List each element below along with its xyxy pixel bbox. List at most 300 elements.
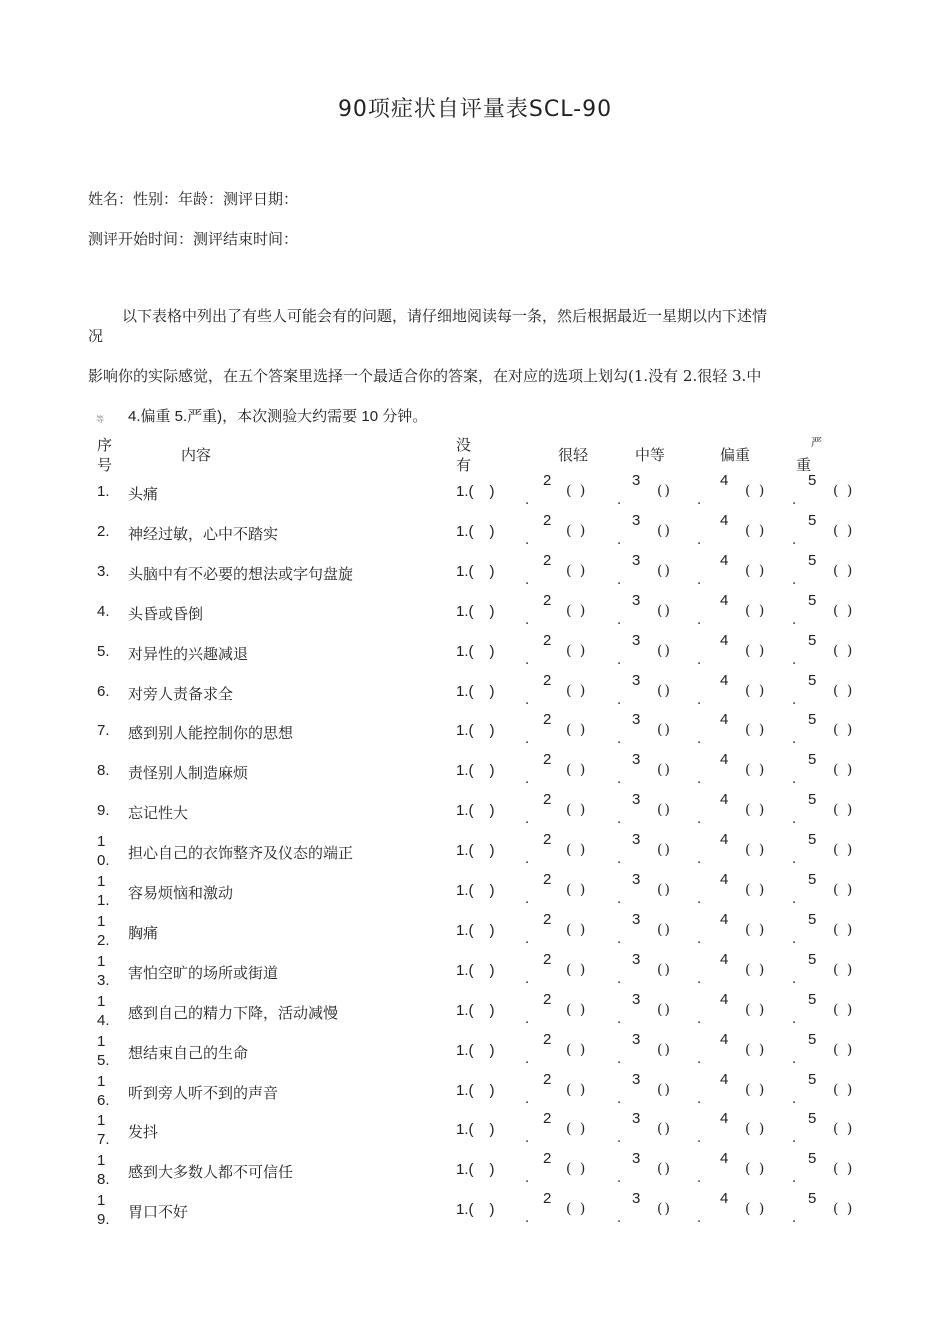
option-severe-checkbox[interactable]: ( ) (833, 921, 855, 938)
row-content: 想结束自己的生命 (128, 1043, 249, 1062)
option-fairly-checkbox[interactable]: ( ) (745, 762, 767, 779)
option-none-label: 1.( (456, 1121, 474, 1139)
option-severe-dot: . (792, 812, 797, 828)
option-none-close: ) (489, 762, 495, 780)
option-fairly-checkbox[interactable]: ( ) (745, 722, 767, 739)
option-fairly-dot: . (697, 1171, 702, 1187)
option-moderate-checkbox[interactable]: () (657, 1041, 672, 1058)
option-mild-dot: . (525, 1051, 530, 1067)
option-severe-dot: . (792, 1131, 797, 1147)
option-mild-number: 2 (543, 910, 552, 928)
row-content: 头脑中有不必要的想法或字句盘旋 (128, 564, 354, 583)
option-fairly-checkbox[interactable]: ( ) (745, 602, 767, 619)
option-fairly-number: 4 (720, 871, 729, 888)
option-none-close: ) (489, 682, 495, 700)
option-moderate-checkbox[interactable]: () (657, 602, 672, 619)
option-moderate-checkbox[interactable]: () (657, 1081, 672, 1098)
option-mild-number: 2 (543, 1150, 552, 1168)
option-none-close: ) (489, 1161, 495, 1179)
option-mild-checkbox[interactable]: ( ) (566, 642, 588, 659)
option-none[interactable] (456, 563, 495, 580)
option-none[interactable] (456, 683, 495, 700)
option-fairly-number: 4 (720, 831, 729, 849)
option-fairly-dot: . (697, 892, 702, 907)
option-fairly-checkbox[interactable]: ( ) (745, 1121, 767, 1138)
option-none-close: ) (489, 642, 495, 660)
option-moderate-number: 3 (632, 950, 641, 968)
header-severe-top: 严 (811, 436, 822, 449)
option-fairly-dot: . (697, 852, 702, 868)
option-severe-number: 5 (808, 791, 817, 809)
option-moderate-number: 3 (632, 711, 641, 729)
instructions-line-2: 影响你的实际感觉，在五个答案里选择一个最适合你的答案，在对应的选项上划勾(1.没有 2.很轻 3.中 (88, 367, 762, 385)
option-none[interactable] (456, 722, 495, 739)
option-none[interactable] (456, 842, 495, 859)
option-fairly-checkbox[interactable]: ( ) (745, 682, 767, 699)
option-moderate-dot: . (617, 493, 622, 508)
option-none-label: 1.( (456, 483, 474, 500)
option-fairly-checkbox[interactable]: ( ) (745, 1081, 767, 1098)
option-moderate-dot: . (617, 931, 622, 947)
option-moderate-number: 3 (632, 472, 641, 489)
option-fairly-dot: . (697, 532, 702, 548)
option-mild-number: 2 (543, 551, 552, 569)
option-severe-number: 5 (808, 551, 817, 569)
option-moderate-number: 3 (632, 871, 641, 888)
row-number-wrap: 9. (97, 1211, 110, 1229)
option-mild-checkbox[interactable]: ( ) (566, 1001, 588, 1018)
option-severe-dot: . (792, 692, 797, 708)
option-severe-dot: . (792, 931, 797, 947)
instructions-marker: 等 (96, 415, 104, 424)
option-none-close: ) (489, 921, 495, 939)
option-mild-number: 2 (543, 751, 552, 769)
option-moderate-number: 3 (632, 591, 641, 609)
option-moderate-dot: . (617, 532, 622, 548)
option-mild-number: 2 (543, 631, 552, 649)
option-moderate-checkbox[interactable]: () (657, 682, 672, 699)
option-moderate-checkbox[interactable]: () (657, 642, 672, 659)
option-fairly-number: 4 (720, 591, 729, 609)
row-content: 感到别人能控制你的思想 (128, 724, 294, 743)
row-number: 1 (97, 833, 106, 851)
option-severe-number: 5 (808, 631, 817, 649)
row-number: 4. (97, 602, 110, 620)
option-mild-checkbox[interactable]: ( ) (566, 921, 588, 938)
option-fairly-checkbox[interactable]: ( ) (745, 1041, 767, 1058)
option-mild-checkbox[interactable]: ( ) (566, 1041, 588, 1058)
option-moderate-number: 3 (632, 1030, 641, 1048)
header-content: 内容 (181, 446, 212, 464)
header-none-bottom: 有 (456, 456, 472, 474)
row-number-wrap: 5. (97, 1051, 110, 1069)
option-severe-checkbox[interactable]: ( ) (833, 1081, 855, 1098)
option-fairly-number: 4 (720, 511, 729, 529)
row-content: 容易烦恼和激动 (128, 884, 234, 902)
row-number: 1 (97, 912, 106, 930)
option-severe-number: 5 (808, 831, 817, 849)
option-moderate-number: 3 (632, 631, 641, 649)
option-moderate-dot: . (617, 652, 622, 668)
option-mild-checkbox[interactable]: ( ) (566, 522, 588, 539)
option-severe-number: 5 (808, 871, 817, 888)
option-mild-dot: . (525, 1211, 530, 1227)
option-fairly-dot: . (697, 493, 702, 508)
option-moderate-dot: . (617, 852, 622, 868)
instructions-line-1: 以下表格中列出了有些人可能会有的问题，请仔细地阅读每一条，然后根据最近一星期以内下述情 (122, 307, 768, 325)
option-moderate-checkbox[interactable]: () (657, 562, 672, 579)
option-severe-checkbox[interactable]: ( ) (833, 522, 855, 539)
option-none-label: 1.( (456, 802, 474, 820)
row-content: 感到大多数人都不可信任 (128, 1163, 294, 1182)
option-mild-number: 2 (543, 831, 552, 849)
option-fairly-dot: . (697, 652, 702, 668)
instructions-line-3: 4.偏重 5.严重)，本次测验大约需要 10 分钟。 (128, 408, 428, 425)
option-mild-checkbox[interactable]: ( ) (566, 602, 588, 619)
option-mild-number: 2 (543, 871, 552, 888)
option-severe-number: 5 (808, 472, 817, 489)
option-fairly-number: 4 (720, 950, 729, 968)
option-moderate-dot: . (617, 812, 622, 828)
option-severe-dot: . (792, 532, 797, 548)
option-none[interactable] (456, 643, 495, 660)
option-mild-dot: . (525, 892, 530, 907)
option-mild-dot: . (525, 493, 530, 508)
option-moderate-checkbox[interactable]: () (657, 961, 672, 978)
row-number: 1 (97, 1072, 106, 1090)
option-moderate-checkbox[interactable]: () (657, 1001, 672, 1018)
option-none-close: ) (489, 562, 495, 580)
header-fairly: 偏重 (720, 446, 751, 464)
option-fairly-dot: . (697, 1131, 702, 1147)
option-mild-dot: . (525, 1171, 530, 1187)
option-mild-checkbox[interactable]: ( ) (566, 842, 588, 859)
option-severe-dot: . (792, 493, 797, 508)
option-none-label: 1.( (456, 1001, 474, 1019)
option-moderate-checkbox[interactable]: () (657, 1121, 672, 1138)
option-mild-checkbox[interactable]: ( ) (566, 762, 588, 779)
row-content: 对旁人责备求全 (128, 684, 234, 703)
option-none[interactable] (456, 603, 495, 620)
option-severe-dot: . (792, 1171, 797, 1187)
option-moderate-checkbox[interactable]: () (657, 882, 672, 898)
option-moderate-dot: . (617, 732, 622, 748)
row-number: 1 (97, 1192, 106, 1210)
option-moderate-checkbox[interactable]: () (657, 722, 672, 739)
option-fairly-checkbox[interactable]: ( ) (745, 961, 767, 978)
row-content: 神经过敏，心中不踏实 (128, 524, 279, 543)
option-none-close: ) (489, 1081, 495, 1099)
option-moderate-dot: . (617, 612, 622, 628)
row-number: 9. (97, 802, 110, 820)
option-none-label: 1.( (456, 1041, 474, 1059)
option-none-label: 1.( (456, 1081, 474, 1099)
option-mild-number: 2 (543, 671, 552, 689)
option-fairly-number: 4 (720, 791, 729, 809)
row-number: 1 (97, 1032, 106, 1050)
row-number: 1 (97, 1152, 106, 1170)
option-mild-checkbox[interactable]: ( ) (566, 1081, 588, 1098)
row-content: 感到自己的精力下降，活动减慢 (128, 1003, 339, 1022)
option-severe-dot: . (792, 1051, 797, 1067)
option-mild-dot: . (525, 852, 530, 868)
option-mild-checkbox[interactable]: ( ) (566, 722, 588, 739)
row-content: 害怕空旷的场所或街道 (128, 963, 279, 982)
option-moderate-number: 3 (632, 511, 641, 529)
header-mild: 很轻 (558, 446, 589, 464)
option-severe-checkbox[interactable]: ( ) (833, 802, 855, 819)
option-fairly-checkbox[interactable]: ( ) (745, 1161, 767, 1178)
option-none-close: ) (489, 1001, 495, 1019)
option-mild-dot: . (525, 971, 530, 987)
option-mild-number: 2 (543, 791, 552, 809)
option-fairly-checkbox[interactable]: ( ) (745, 562, 767, 579)
option-severe-number: 5 (808, 711, 817, 729)
option-fairly-dot: . (697, 1011, 702, 1027)
option-moderate-checkbox[interactable]: () (657, 1201, 672, 1218)
option-severe-checkbox[interactable]: ( ) (833, 842, 855, 859)
option-fairly-number: 4 (720, 671, 729, 689)
row-number: 5. (97, 642, 110, 660)
row-number: 8. (97, 762, 110, 780)
option-fairly-number: 4 (720, 751, 729, 769)
option-moderate-dot: . (617, 971, 622, 987)
row-content: 忘记性大 (128, 804, 189, 823)
option-severe-number: 5 (808, 1190, 817, 1208)
option-mild-checkbox[interactable]: ( ) (566, 1201, 588, 1218)
option-none[interactable] (456, 523, 495, 540)
option-severe-checkbox[interactable]: ( ) (833, 602, 855, 619)
option-fairly-dot: . (697, 1211, 702, 1227)
option-none-label: 1.( (456, 682, 474, 700)
row-number-wrap: 7. (97, 1131, 110, 1149)
option-severe-checkbox[interactable]: ( ) (833, 722, 855, 739)
option-mild-checkbox[interactable]: ( ) (566, 483, 588, 499)
option-none[interactable] (456, 1161, 495, 1178)
option-severe-checkbox[interactable]: ( ) (833, 642, 855, 659)
row-number-wrap: 0. (97, 852, 110, 870)
option-none[interactable] (456, 802, 495, 819)
option-none-close: ) (489, 1121, 495, 1139)
option-moderate-number: 3 (632, 791, 641, 809)
option-severe-checkbox[interactable]: ( ) (833, 882, 855, 898)
row-number: 3. (97, 562, 110, 580)
option-fairly-checkbox[interactable]: ( ) (745, 1201, 767, 1218)
row-number: 1 (97, 873, 106, 890)
option-mild-number: 2 (543, 1110, 552, 1128)
option-fairly-number: 4 (720, 1070, 729, 1088)
option-fairly-checkbox[interactable]: ( ) (745, 921, 767, 938)
option-moderate-dot: . (617, 772, 622, 788)
option-severe-dot: . (792, 1091, 797, 1107)
option-mild-checkbox[interactable]: ( ) (566, 1121, 588, 1138)
row-content: 头痛 (128, 485, 159, 503)
option-fairly-checkbox[interactable]: ( ) (745, 483, 767, 499)
row-content: 听到旁人听不到的声音 (128, 1083, 279, 1102)
option-none[interactable] (456, 1082, 495, 1099)
option-mild-number: 2 (543, 711, 552, 729)
option-moderate-dot: . (617, 1091, 622, 1107)
option-severe-checkbox[interactable]: ( ) (833, 562, 855, 579)
row-number-wrap: 8. (97, 1171, 110, 1189)
option-moderate-number: 3 (632, 831, 641, 849)
option-fairly-dot: . (697, 1051, 702, 1067)
option-mild-dot: . (525, 1131, 530, 1147)
option-none[interactable] (456, 922, 495, 939)
option-mild-checkbox[interactable]: ( ) (566, 961, 588, 978)
option-moderate-checkbox[interactable]: () (657, 522, 672, 539)
option-fairly-dot: . (697, 772, 702, 788)
option-none-close: ) (489, 483, 495, 500)
option-mild-number: 2 (543, 511, 552, 529)
row-content: 对异性的兴趣减退 (128, 644, 249, 663)
option-moderate-dot: . (617, 1051, 622, 1067)
option-severe-checkbox[interactable]: ( ) (833, 1001, 855, 1018)
option-none[interactable] (456, 1042, 495, 1059)
row-number: 1 (97, 992, 106, 1010)
option-severe-checkbox[interactable]: ( ) (833, 1041, 855, 1058)
option-none[interactable] (456, 483, 495, 500)
option-moderate-dot: . (617, 572, 622, 588)
option-fairly-number: 4 (720, 472, 729, 489)
option-mild-dot: . (525, 1091, 530, 1107)
option-fairly-number: 4 (720, 1190, 729, 1208)
option-moderate-dot: . (617, 692, 622, 708)
info-line-respondent: 姓名：性别：年龄：测评日期： (88, 190, 299, 208)
option-severe-dot: . (792, 1011, 797, 1027)
option-fairly-dot: . (697, 572, 702, 588)
option-severe-number: 5 (808, 751, 817, 769)
option-none-label: 1.( (456, 1201, 474, 1219)
option-severe-dot: . (792, 732, 797, 748)
option-severe-checkbox[interactable]: ( ) (833, 1161, 855, 1178)
option-moderate-checkbox[interactable]: () (657, 1161, 672, 1178)
option-none[interactable] (456, 882, 495, 899)
option-none[interactable] (456, 762, 495, 779)
option-fairly-number: 4 (720, 1110, 729, 1128)
option-moderate-checkbox[interactable]: () (657, 762, 672, 779)
option-none-close: ) (489, 722, 495, 740)
info-line-times: 测评开始时间：测评结束时间： (88, 230, 299, 248)
option-severe-checkbox[interactable]: ( ) (833, 682, 855, 699)
row-number-wrap: 2. (97, 931, 110, 949)
option-mild-number: 2 (543, 1030, 552, 1048)
option-moderate-dot: . (617, 1171, 622, 1187)
row-number-wrap: 3. (97, 971, 110, 989)
option-mild-checkbox[interactable]: ( ) (566, 682, 588, 699)
option-fairly-checkbox[interactable]: ( ) (745, 1001, 767, 1018)
row-number-wrap: 1. (97, 892, 110, 909)
option-none-label: 1.( (456, 882, 474, 899)
option-mild-dot: . (525, 772, 530, 788)
option-severe-dot: . (792, 772, 797, 788)
header-moderate: 中等 (635, 446, 666, 464)
option-severe-number: 5 (808, 990, 817, 1008)
option-mild-dot: . (525, 612, 530, 628)
option-none[interactable] (456, 1201, 495, 1218)
option-moderate-number: 3 (632, 671, 641, 689)
option-mild-checkbox[interactable]: ( ) (566, 802, 588, 819)
option-fairly-checkbox[interactable]: ( ) (745, 802, 767, 819)
option-mild-checkbox[interactable]: ( ) (566, 1161, 588, 1178)
option-severe-checkbox[interactable]: ( ) (833, 961, 855, 978)
option-severe-checkbox[interactable]: ( ) (833, 1201, 855, 1218)
option-mild-dot: . (525, 652, 530, 668)
option-severe-checkbox[interactable]: ( ) (833, 762, 855, 779)
option-none-close: ) (489, 522, 495, 540)
option-none-close: ) (489, 1041, 495, 1059)
option-moderate-checkbox[interactable]: () (657, 921, 672, 938)
option-none-label: 1.( (456, 562, 474, 580)
option-severe-checkbox[interactable]: ( ) (833, 483, 855, 499)
option-moderate-number: 3 (632, 751, 641, 769)
option-fairly-checkbox[interactable]: ( ) (745, 642, 767, 659)
instructions-line-1-wrap: 况 (88, 327, 104, 345)
option-fairly-number: 4 (720, 631, 729, 649)
option-mild-dot: . (525, 732, 530, 748)
option-mild-dot: . (525, 692, 530, 708)
option-none-label: 1.( (456, 642, 474, 660)
option-moderate-number: 3 (632, 551, 641, 569)
option-fairly-dot: . (697, 812, 702, 828)
option-mild-checkbox[interactable]: ( ) (566, 882, 588, 898)
row-content: 胃口不好 (128, 1203, 189, 1222)
option-none-label: 1.( (456, 961, 474, 979)
row-number: 1 (97, 1112, 106, 1130)
option-fairly-checkbox[interactable]: ( ) (745, 882, 767, 898)
option-severe-number: 5 (808, 1030, 817, 1048)
option-mild-number: 2 (543, 1190, 552, 1208)
option-severe-number: 5 (808, 511, 817, 529)
row-number-wrap: 6. (97, 1091, 110, 1109)
option-none[interactable] (456, 1121, 495, 1138)
option-fairly-dot: . (697, 692, 702, 708)
option-moderate-checkbox[interactable]: () (657, 842, 672, 859)
option-moderate-number: 3 (632, 990, 641, 1008)
option-none-label: 1.( (456, 921, 474, 939)
option-fairly-number: 4 (720, 1030, 729, 1048)
option-mild-dot: . (525, 1011, 530, 1027)
option-none[interactable] (456, 1002, 495, 1019)
option-severe-checkbox[interactable]: ( ) (833, 1121, 855, 1138)
option-mild-number: 2 (543, 591, 552, 609)
option-fairly-checkbox[interactable]: ( ) (745, 522, 767, 539)
option-severe-dot: . (792, 892, 797, 907)
option-none-label: 1.( (456, 602, 474, 620)
option-moderate-checkbox[interactable]: () (657, 483, 672, 499)
option-fairly-dot: . (697, 1091, 702, 1107)
option-none-close: ) (489, 602, 495, 620)
option-severe-dot: . (792, 572, 797, 588)
option-moderate-number: 3 (632, 1150, 641, 1168)
row-content: 担心自己的衣饰整齐及仪态的端正 (128, 844, 354, 863)
option-severe-number: 5 (808, 910, 817, 928)
row-number: 6. (97, 682, 110, 700)
option-fairly-number: 4 (720, 1150, 729, 1168)
option-none[interactable] (456, 962, 495, 979)
option-mild-checkbox[interactable]: ( ) (566, 562, 588, 579)
row-number: 7. (97, 722, 110, 740)
option-moderate-dot: . (617, 1211, 622, 1227)
header-none-top: 没 (456, 436, 472, 454)
option-mild-number: 2 (543, 1070, 552, 1088)
option-fairly-dot: . (697, 612, 702, 628)
option-moderate-checkbox[interactable]: () (657, 802, 672, 819)
option-severe-number: 5 (808, 671, 817, 689)
option-fairly-checkbox[interactable]: ( ) (745, 842, 767, 859)
header-severe-bottom: 重 (796, 456, 812, 474)
row-number: 1. (97, 483, 110, 500)
